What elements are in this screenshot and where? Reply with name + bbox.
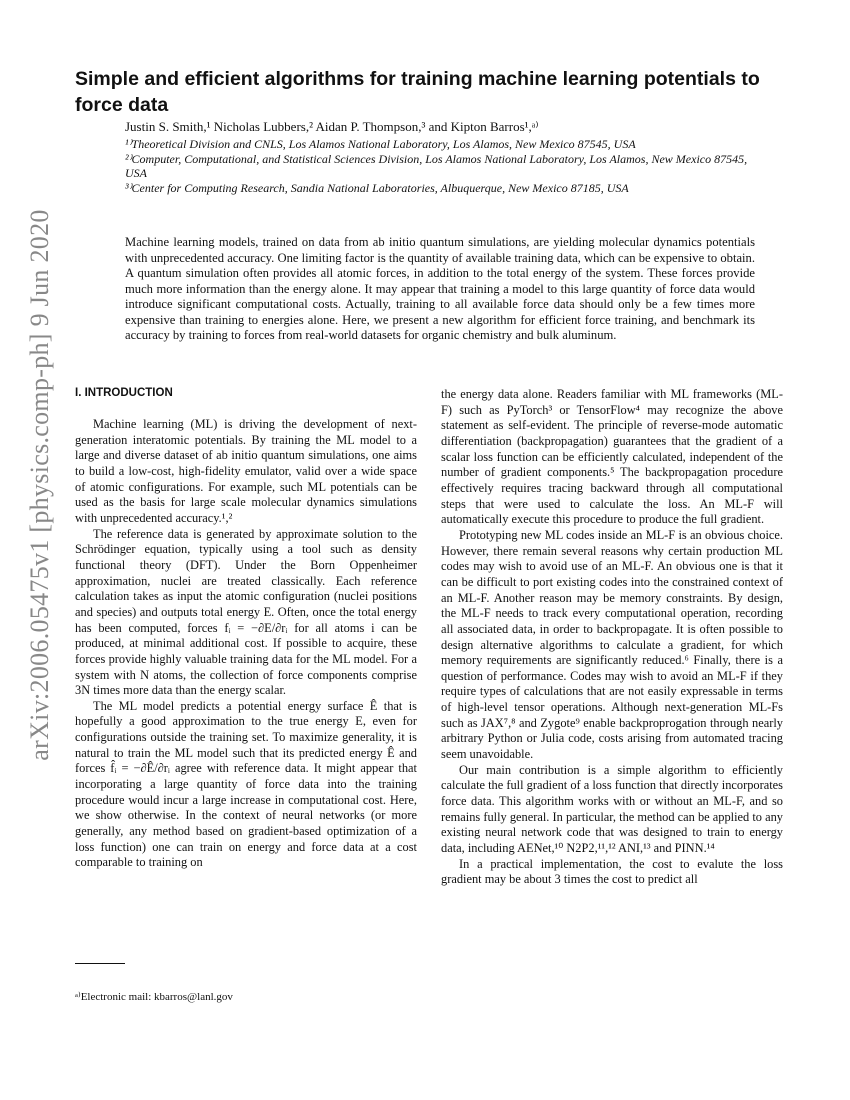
left-column (75, 417, 417, 871)
arxiv-sidebar-stamp (18, 209, 62, 761)
paragraph: Prototyping new ML codes inside an ML-F is an obvious choice. However, there remain several reasons why certain production ML codes may wish to avoid use of an ML-F. An obvious one is that it can be difficult to port existing codes into the constrained context of an ML-F. Another reason may be memory constraints. By design, the ML-F needs to track every computational operation, recording all associated data, in order to backpropagate. It is often possible to design alternative algorithms to calculate a gradient, for which memory requirements are significantly reduced.⁶ Finally, there is a question of performance. Codes may wish to avoid an ML-F if they require types of calculations that are not easily expressable in terms of high-level tensor operations. Although next-generation ML-Fs such as JAX⁷,⁸ and Zygote⁹ enable backproprogation through nearly arbitrary Python or Julia code, costs arising from automated tracing seem unavoidable. (441, 527, 783, 762)
paragraph: Our main contribution is a simple algorithm to efficiently calculate the full gradient of a loss function that directly incorporates force data. This algorithm works with or without an ML-F, and so remains fully general. In particular, the method can be applied to any existing neural network code that was designed to train to energy data, including AENet,¹⁰ N2P2,¹¹,¹² ANI,¹³ and PINN.¹⁴ (441, 762, 783, 856)
paragraph: the energy data alone. Readers familiar with ML frameworks (ML-F) such as PyTorch³ or TensorFlow⁴ may recognize the above statement as self-evident. The principle of reverse-mode automatic differentiation (backpropagation) guarantees that the gradient of a scalar loss function can be efficiently calculated, independent of the number of gradient components.⁵ The backpropagation procedure effectively requires tracing backward through all computational steps that were used to calculate the loss. An ML-F will automatically execute this procedure to produce the full gradient. (441, 387, 783, 527)
author-list: Justin S. Smith,¹ Nicholas Lubbers,² Aidan P. Thompson,³ and Kipton Barros¹,ᵃ⁾ (125, 119, 539, 134)
abstract: Machine learning models, trained on data from ab initio quantum simulations, are yielding molecular dynamics potentials with unprecedented accuracy. One limiting factor is the quantity of available training data, which can be expensive to obtain. A quantum simulation often provides all atomic forces, in addition to the total energy of the system. These forces provide much more information than the energy alone. It may appear that training a model to this large quantity of force data would introduce significant computational costs. Actually, training to all available force data should only be a few times more expensive than training to energies alone. Here, we present a new algorithm for efficient force training, and benchmark its accuracy by training to forces from real-world datasets for organic chemistry and bulk aluminum. (125, 235, 755, 343)
paragraph: The reference data is generated by approximate solution to the Schrödinger equation, typically using a tool such as density functional theory (DFT). Under the Born Oppenheimer approximation, nuclei are treated classically. Each reference calculation takes as input the atomic configuration (nuclei positions and species) and outputs total energy E. Often, once the total energy has been computed, forces fᵢ = −∂E/∂rᵢ for all atoms i can be produced, at minimal additional cost. If possible to acquire, these forces provide highly valuable training data for the ML model. For a system with N atoms, the collection of force components comprise 3N times more data than the energy scalar. (75, 526, 417, 698)
footnote-divider (75, 963, 125, 964)
footnote-email: ᵃ⁾Electronic mail: kbarros@lanl.gov (75, 991, 233, 1003)
paper-title: Simple and efficient algorithms for training machine learning potentials to force data (75, 68, 760, 116)
affiliations (125, 137, 765, 195)
affiliation-1: ¹⁾Theoretical Division and CNLS, Los Alamos National Laboratory, Los Alamos, New Mexico 87545, USA (125, 137, 636, 151)
paragraph: In a practical implementation, the cost to evalute the loss gradient may be about 3 times the cost to predict all (441, 856, 783, 887)
affiliation-2: ²⁾Computer, Computational, and Statistical Sciences Division, Los Alamos National Laboratory, Los Alamos, New Mexico 87545, USA (125, 151, 748, 180)
paragraph: The ML model predicts a potential energy surface Ê that is hopefully a good approximation to the true energy E, even for configurations outside the training set. To maximize generality, it is natural to train the ML model such that its predicted energy Ê and forces f̂ᵢ = −∂Ê/∂rᵢ agree with reference data. It might appear that incorporating a large quantity of force data into the training procedure would incur a large increase in computational cost. Here, we show otherwise. In the context of neural networks (or more generally, any method based on gradient-based optimization of a loss function) one can train on energy and force data at a cost comparable to training on (75, 698, 417, 870)
arxiv-identifier: arXiv:2006.05475v1 [physics.comp-ph] 9 Jun 2020 (25, 209, 54, 761)
right-column (441, 387, 783, 888)
paragraph: Machine learning (ML) is driving the development of next-generation interatomic potentials. By training the ML model to a large and diverse dataset of ab initio quantum simulations, one aims to build a low-cost, high-fidelity emulator, valid over a wide space of atomic configurations. For example, such ML potentials can be used as the basis for large scale molecular dynamics simulations with unprecedented accuracy.¹,² (75, 417, 417, 525)
affiliation-3: ³⁾Center for Computing Research, Sandia National Laboratories, Albuquerque, New Mexico 87185, USA (125, 180, 629, 195)
section-heading-introduction: I. INTRODUCTION (75, 387, 173, 399)
